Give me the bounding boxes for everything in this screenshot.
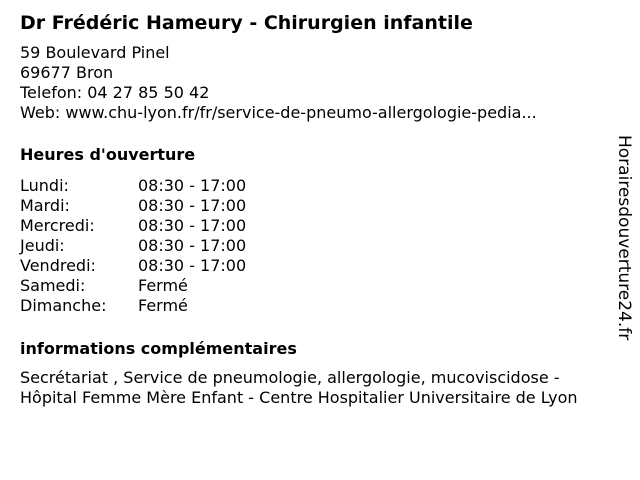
hours-day: Jeudi:	[20, 236, 65, 255]
phone-number: Telefon: 04 27 85 50 42	[20, 83, 210, 102]
hours-row	[20, 216, 610, 236]
hours-time: Fermé	[138, 276, 188, 295]
hours-row	[20, 236, 610, 256]
page-title: Dr Frédéric Hameury - Chirurgien infantile	[20, 12, 473, 34]
hours-time: 08:30 - 17:00	[138, 176, 247, 195]
info-text	[20, 368, 610, 408]
address-city: 69677 Bron	[20, 63, 114, 82]
hours-day: Mercredi:	[20, 216, 95, 235]
hours-day: Vendredi:	[20, 256, 96, 275]
hours-time: 08:30 - 17:00	[138, 256, 247, 275]
hours-row	[20, 256, 610, 276]
site-watermark: Horairesdouverture24.fr	[614, 135, 634, 341]
info-heading: informations complémentaires	[20, 339, 297, 358]
hours-day: Mardi:	[20, 196, 70, 215]
hours-day: Samedi:	[20, 276, 86, 295]
hours-time: 08:30 - 17:00	[138, 196, 247, 215]
hours-table	[20, 176, 610, 316]
listing-card	[20, 10, 610, 408]
hours-day: Dimanche:	[20, 296, 107, 315]
info-line: Secrétariat , Service de pneumologie, allergologie, mucoviscidose -	[20, 368, 560, 387]
website-link[interactable]: Web: www.chu-lyon.fr/fr/service-de-pneumo-allergologie-pedia...	[20, 103, 537, 122]
address-block	[20, 43, 610, 123]
hours-row	[20, 196, 610, 216]
hours-row	[20, 176, 610, 196]
hours-heading: Heures d'ouverture	[20, 145, 196, 164]
hours-time: 08:30 - 17:00	[138, 236, 247, 255]
info-line: Hôpital Femme Mère Enfant - Centre Hospitalier Universitaire de Lyon	[20, 388, 578, 407]
hours-row	[20, 296, 610, 316]
hours-time: Fermé	[138, 296, 188, 315]
hours-time: 08:30 - 17:00	[138, 216, 247, 235]
hours-row	[20, 276, 610, 296]
hours-day: Lundi:	[20, 176, 69, 195]
address-street: 59 Boulevard Pinel	[20, 43, 170, 62]
